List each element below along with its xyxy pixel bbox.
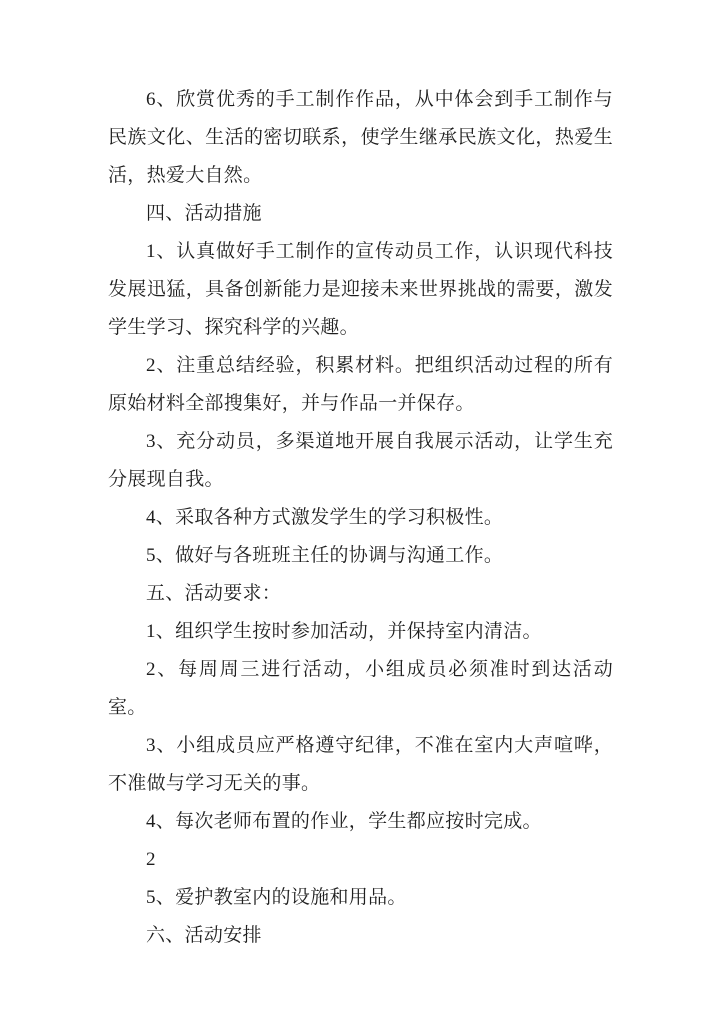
section-heading-5-activity-requirements: 五、活动要求： [146,583,282,604]
paragraph-requirement-5-facilities: 5、爱护教室内的设施和用品。 [146,887,407,908]
paragraph-measure-3-self-display: 3、充分动员，多渠道地开展自我展示活动，让学生充分展现自我。 [108,431,613,490]
section-heading-4-activity-measures: 四、活动措施 [146,203,262,224]
paragraph-requirement-2-wednesday: 2、每周周三进行活动，小组成员必须准时到达活动室。 [108,659,613,718]
paragraph-requirement-3-discipline: 3、小组成员应严格遵守纪律，不准在室内大声喧哗，不准做与学习无关的事。 [108,735,613,794]
paragraph-measure-4-motivation: 4、采取各种方式激发学生的学习积极性。 [146,507,504,528]
paragraph-measure-5-coordination: 5、做好与各班班主任的协调与沟通工作。 [146,545,504,566]
paragraph-requirement-4-homework: 4、每次老师布置的作业，学生都应按时完成。 [146,811,542,832]
page-number: 2 [146,849,156,870]
paragraph-measure-1-promotion: 1、认真做好手工制作的宣传动员工作，认识现代科技发展迅猛，具备创新能力是迎接未来世界挑战的需要，激发学生学习、探究科学的兴趣。 [108,241,613,338]
paragraph-measure-2-collect-materials: 2、注重总结经验，积累材料。把组织活动过程的所有原始材料全部搜集好，并与作品一并保存。 [108,355,613,414]
document-body [108,81,613,955]
paragraph-requirement-1-on-time: 1、组织学生按时参加活动，并保持室内清洁。 [146,621,542,642]
section-heading-6-activity-schedule: 六、活动安排 [146,925,262,946]
paragraph-item-6-appreciate-works: 6、欣赏优秀的手工制作作品，从中体会到手工制作与民族文化、生活的密切联系，使学生继承民族文化，热爱生活，热爱大自然。 [108,89,613,186]
